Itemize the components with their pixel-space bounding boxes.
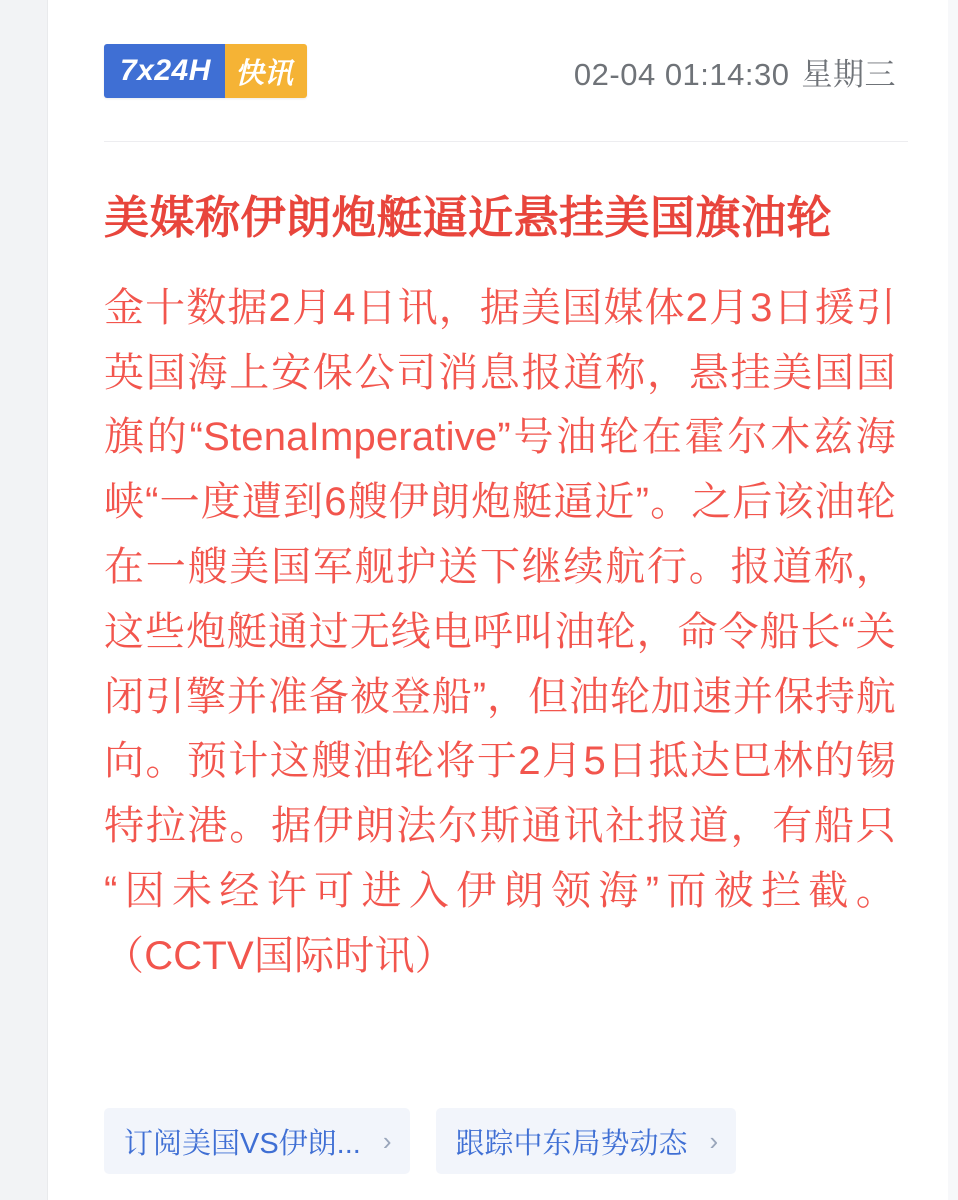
seven-by-twentyfour-logo[interactable]: [104, 44, 307, 98]
page-content: [48, 0, 948, 1200]
tag-chip-label: 跟踪中东局势动态: [455, 1127, 688, 1160]
chevron-right-icon: ›: [382, 1126, 392, 1156]
left-page-gutter: [0, 0, 48, 1200]
tag-chip-subscribe-us-vs-iran[interactable]: [104, 1108, 410, 1174]
article: [48, 142, 948, 989]
article-body: 金十数据2月4日讯，据美国媒体2月3日援引英国海上安保公司消息报道称，悬挂美国国旗的“StenaImperative”号油轮在霍尔木兹海峡“一度遭到6艘伊朗炮艇逼近”。之后该油轮在一艘美国军舰护送下继续航行。报道称，这些炮艇通过无线电呼叫油轮，命令船长“关闭引擎并准备被登船”，但油轮加速并保持航向。预计这艘油轮将于2月5日抵达巴林的锡特拉港。据伊朗法尔斯通讯社报道，有船只“因未经许可进入伊朗领海”而被拦截。（CCTV国际时讯）: [104, 285, 896, 978]
chevron-right-icon: ›: [709, 1126, 719, 1156]
timestamp: [574, 49, 896, 94]
logo-left-text: 7x24H: [104, 44, 225, 98]
tag-chip-list: [104, 1108, 736, 1174]
tag-chip-middle-east-tracking[interactable]: [436, 1108, 737, 1174]
tag-chip-label: 订阅美国VS伊朗...: [124, 1127, 361, 1160]
timestamp-time: 02-04 01:14:30: [573, 56, 790, 92]
page-title: 美媒称伊朗炮艇逼近悬挂美国旗油轮: [104, 192, 833, 243]
timestamp-weekday: 星期三: [801, 56, 896, 92]
logo-right-text: 快讯: [225, 44, 307, 98]
header-bar: [48, 0, 948, 142]
right-page-gutter: [948, 0, 958, 1200]
